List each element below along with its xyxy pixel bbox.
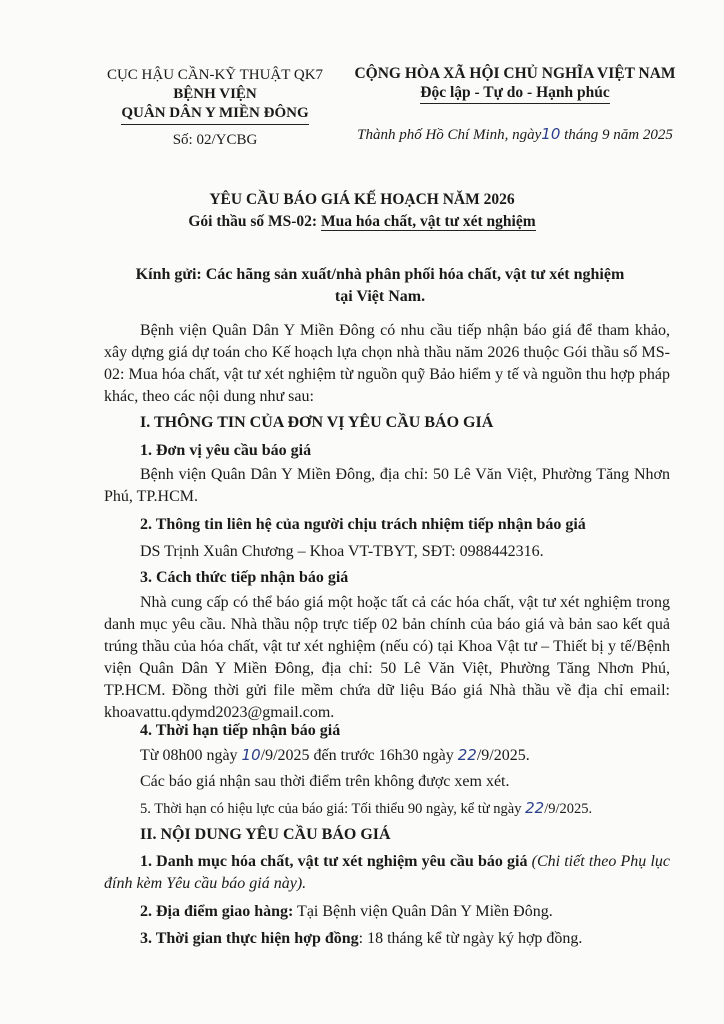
- handwritten-start-day: 10: [241, 746, 261, 764]
- section1-item2-heading: 2. Thông tin liên hệ của người chịu trách nhiệm tiếp nhận báo giá: [140, 516, 586, 533]
- section2-item2: 2. Địa điểm giao hàng: Tại Bệnh viện Quân Dân Y Miền Đông.: [140, 903, 553, 920]
- handwritten-end-day: 22: [457, 746, 477, 764]
- section2-item1: 1. Danh mục hóa chất, vật tư xét nghiệm yêu cầu báo giá (Chi tiết theo Phụ lục đính kèm Yêu cầu báo giá này).: [104, 853, 671, 892]
- document-number: Số: 02/YCBG: [172, 132, 258, 148]
- nation-name: CỘNG HÒA XÃ HỘI CHỦ NGHĨA VIỆT NAM: [354, 65, 676, 82]
- hospital-name-line2: QUÂN DÂN Y MIỀN ĐÔNG: [121, 104, 308, 125]
- recipient-greeting: Kính gửi: Các hãng sản xuất/nhà phân phối hóa chất, vật tư xét nghiệm tại Việt Nam.: [135, 266, 625, 305]
- section1-item3-heading: 3. Cách thức tiếp nhận báo giá: [140, 569, 349, 586]
- document-title: [0, 189, 724, 233]
- handwritten-date-day: 10: [541, 125, 561, 143]
- issuing-agency-block: [90, 66, 340, 150]
- parent-agency: CỤC HẬU CẦN-KỸ THUẬT QK7: [106, 67, 324, 83]
- hospital-name-line1: BỆNH VIỆN: [173, 86, 257, 102]
- quote-validity: 5. Thời hạn có hiệu lực của báo giá: Tối thiểu 90 ngày, kể từ ngày 22/9/2025.: [140, 799, 593, 817]
- section2-heading: II. NỘI DUNG YÊU CẦU BÁO GIÁ: [140, 826, 391, 843]
- national-motto: Độc lập - Tự do - Hạnh phúc: [420, 83, 609, 104]
- contact-person: DS Trịnh Xuân Chương – Khoa VT-TBYT, SĐT: 0988442316.: [140, 543, 544, 560]
- section1-item1-text: Bệnh viện Quân Dân Y Miền Đông, địa chỉ: 50 Lê Văn Việt, Phường Tăng Nhơn Phú, TP.HCM.: [104, 466, 670, 505]
- section1-heading: I. THÔNG TIN CỦA ĐƠN VỊ YÊU CẦU BÁO GIÁ: [140, 414, 494, 431]
- handwritten-validity-day: 22: [525, 799, 545, 817]
- submission-deadline: Từ 08h00 ngày 10/9/2025 đến trước 16h30 ngày 22/9/2025.: [140, 746, 530, 764]
- submission-method-text: Nhà cung cấp có thể báo giá một hoặc tất cả các hóa chất, vật tư xét nghiệm trong danh mục yêu cầu. Nhà thầu nộp trực tiếp 02 bản chính của báo giá và bản sao kết quả trúng thầu của hóa chất, vật tư xét nghiệm (nếu có) tại Khoa Vật tư – Thiết bị y tế/Bệnh viện Quân Dân Y Miền Đông, địa chỉ: 50 Lê Văn Việt, Phường Tăng Nhơn Phú, TP.HCM. Đồng thời gửi file mềm chứa dữ liệu Báo giá Nhà thầu về địa chỉ email: khoavattu.qdymd2023@gmail.com.: [104, 594, 670, 721]
- issue-date: Thành phố Hồ Chí Minh, ngày10 tháng 9 năm 2025: [357, 125, 673, 143]
- title-line2: Gói thầu số MS-02: Mua hóa chất, vật tư xét nghiệm: [188, 213, 536, 230]
- section2-item3: 3. Thời gian thực hiện hợp đồng: 18 tháng kể từ ngày ký hợp đồng.: [140, 930, 583, 947]
- section1-item1-heading: 1. Đơn vị yêu cầu báo giá: [140, 442, 312, 459]
- title-line1: YÊU CẦU BÁO GIÁ KẾ HOẠCH NĂM 2026: [209, 191, 515, 208]
- late-submission-note: Các báo giá nhận sau thời điểm trên không được xem xét.: [140, 773, 510, 790]
- national-header-block: [340, 64, 690, 145]
- section1-item4-heading: 4. Thời hạn tiếp nhận báo giá: [140, 722, 341, 739]
- intro-paragraph: Bệnh viện Quân Dân Y Miền Đông có nhu cầu tiếp nhận báo giá để tham khảo, xây dựng giá dự toán cho Kế hoạch lựa chọn nhà thầu năm 2026 thuộc Gói thầu số MS-02: Mua hóa chất, vật tư xét nghiệm từ nguồn quỹ Bảo hiểm y tế và nguồn thu hợp pháp khác, theo các nội dung như sau:: [104, 322, 670, 405]
